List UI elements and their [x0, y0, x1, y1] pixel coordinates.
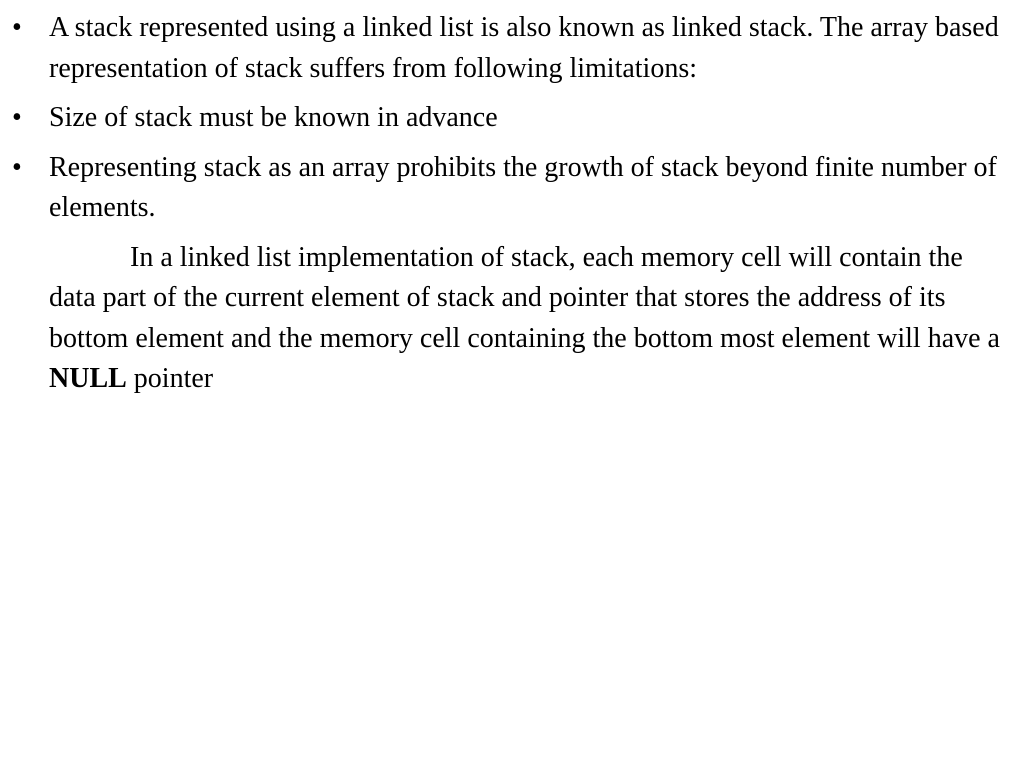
bullet-text: A stack represented using a linked list is also known as linked stack. The array based representation of stack suffers from following limitations:	[49, 12, 999, 84]
slide-content	[12, 8, 1012, 400]
bullet-list	[12, 8, 1012, 229]
bullet-item-growth-limit	[12, 148, 1012, 229]
paragraph-text: In a linked list implementation of stack, each memory cell will contain the data part of the current element of stack and pointer that stores the address of its bottom element and the memory cell containing the bottom most element will have a	[49, 241, 1000, 354]
bullet-marker: •	[12, 12, 22, 43]
bullet-marker: •	[12, 102, 22, 133]
bullet-item-size-known	[12, 98, 1012, 139]
bullet-text: Representing stack as an array prohibits the growth of stack beyond finite number of elements.	[49, 151, 997, 223]
bullet-marker: •	[12, 151, 22, 183]
null-keyword: NULL	[49, 363, 127, 394]
bullet-text: Size of stack must be known in advance	[49, 102, 498, 133]
linked-list-paragraph	[12, 238, 1012, 400]
paragraph-text-end: pointer	[126, 363, 214, 394]
bullet-item-linked-stack	[12, 8, 1012, 89]
